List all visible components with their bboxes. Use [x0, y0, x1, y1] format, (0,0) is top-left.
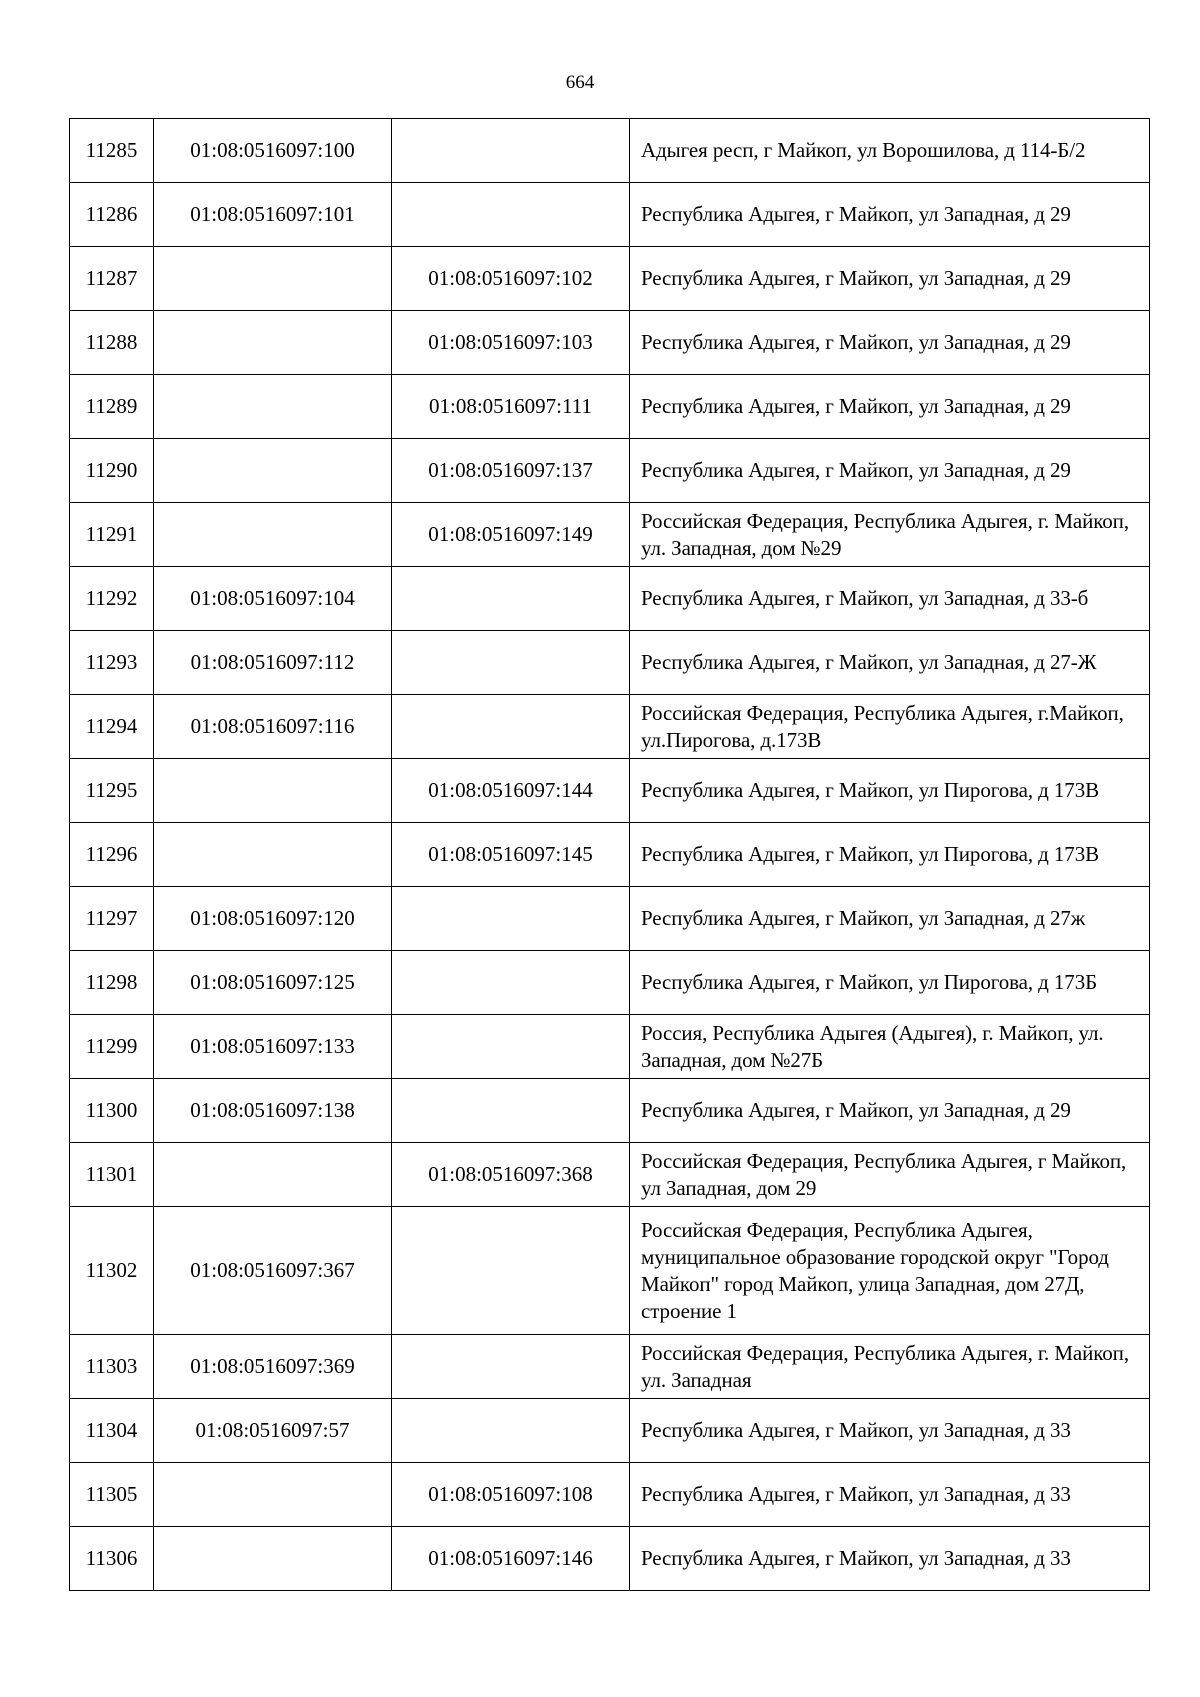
building-cadastral-number-cell: [392, 1207, 630, 1335]
row-number-cell: 11285: [70, 119, 154, 183]
table-row: [70, 247, 1150, 311]
row-number-cell: 11292: [70, 567, 154, 631]
address-cell: Республика Адыгея, г Майкоп, ул Западная, д 29: [630, 439, 1150, 503]
table-row: [70, 119, 1150, 183]
row-number-cell: 11286: [70, 183, 154, 247]
parcel-cadastral-number-cell: 01:08:0516097:100: [154, 119, 392, 183]
address-cell: Республика Адыгея, г Майкоп, ул Западная, д 29: [630, 375, 1150, 439]
row-number-cell: 11302: [70, 1207, 154, 1335]
row-number-cell: 11288: [70, 311, 154, 375]
building-cadastral-number-cell: 01:08:0516097:144: [392, 759, 630, 823]
table-row: [70, 1079, 1150, 1143]
table-row: [70, 951, 1150, 1015]
row-number-cell: 11291: [70, 503, 154, 567]
table-row: [70, 823, 1150, 887]
row-number-cell: 11293: [70, 631, 154, 695]
parcel-cadastral-number-cell: 01:08:0516097:367: [154, 1207, 392, 1335]
parcel-cadastral-number-cell: 01:08:0516097:101: [154, 183, 392, 247]
address-cell: Республика Адыгея, г Майкоп, ул Западная, д 29: [630, 247, 1150, 311]
table-row: [70, 1527, 1150, 1591]
parcel-cadastral-number-cell: [154, 823, 392, 887]
row-number-cell: 11300: [70, 1079, 154, 1143]
table-row: [70, 567, 1150, 631]
parcel-cadastral-number-cell: 01:08:0516097:133: [154, 1015, 392, 1079]
row-number-cell: 11294: [70, 695, 154, 759]
table-row: [70, 1335, 1150, 1399]
building-cadastral-number-cell: 01:08:0516097:149: [392, 503, 630, 567]
building-cadastral-number-cell: 01:08:0516097:108: [392, 1463, 630, 1527]
address-cell: Республика Адыгея, г Майкоп, ул Пирогова, д 173Б: [630, 951, 1150, 1015]
address-cell: Республика Адыгея, г Майкоп, ул Западная, д 27ж: [630, 887, 1150, 951]
building-cadastral-number-cell: 01:08:0516097:111: [392, 375, 630, 439]
row-number-cell: 11297: [70, 887, 154, 951]
address-cell: Адыгея респ, г Майкоп, ул Ворошилова, д 114-Б/2: [630, 119, 1150, 183]
row-number-cell: 11299: [70, 1015, 154, 1079]
table-row: [70, 759, 1150, 823]
parcel-cadastral-number-cell: 01:08:0516097:125: [154, 951, 392, 1015]
building-cadastral-number-cell: [392, 183, 630, 247]
registry-table-body: [70, 119, 1150, 1591]
address-cell: Республика Адыгея, г Майкоп, ул Западная, д 29: [630, 183, 1150, 247]
row-number-cell: 11303: [70, 1335, 154, 1399]
address-cell: Российская Федерация, Республика Адыгея, г.Майкоп, ул.Пирогова, д.173В: [630, 695, 1150, 759]
table-row: [70, 1207, 1150, 1335]
table-row: [70, 503, 1150, 567]
parcel-cadastral-number-cell: [154, 759, 392, 823]
table-row: [70, 375, 1150, 439]
parcel-cadastral-number-cell: 01:08:0516097:116: [154, 695, 392, 759]
parcel-cadastral-number-cell: [154, 375, 392, 439]
parcel-cadastral-number-cell: [154, 1463, 392, 1527]
address-cell: Республика Адыгея, г Майкоп, ул Пирогова, д 173В: [630, 823, 1150, 887]
row-number-cell: 11301: [70, 1143, 154, 1207]
parcel-cadastral-number-cell: 01:08:0516097:104: [154, 567, 392, 631]
building-cadastral-number-cell: [392, 119, 630, 183]
parcel-cadastral-number-cell: 01:08:0516097:369: [154, 1335, 392, 1399]
parcel-cadastral-number-cell: 01:08:0516097:138: [154, 1079, 392, 1143]
parcel-cadastral-number-cell: [154, 247, 392, 311]
row-number-cell: 11298: [70, 951, 154, 1015]
parcel-cadastral-number-cell: 01:08:0516097:120: [154, 887, 392, 951]
table-row: [70, 631, 1150, 695]
address-cell: Республика Адыгея, г Майкоп, ул Пирогова, д 173В: [630, 759, 1150, 823]
building-cadastral-number-cell: [392, 887, 630, 951]
row-number-cell: 11290: [70, 439, 154, 503]
table-row: [70, 695, 1150, 759]
table-row: [70, 887, 1150, 951]
page-number: 664: [565, 72, 595, 93]
parcel-cadastral-number-cell: 01:08:0516097:112: [154, 631, 392, 695]
building-cadastral-number-cell: [392, 567, 630, 631]
parcel-cadastral-number-cell: [154, 439, 392, 503]
registry-table: [69, 118, 1150, 1591]
row-number-cell: 11306: [70, 1527, 154, 1591]
row-number-cell: 11296: [70, 823, 154, 887]
table-row: [70, 1463, 1150, 1527]
building-cadastral-number-cell: [392, 631, 630, 695]
address-cell: Российская Федерация, Республика Адыгея, г. Майкоп, ул. Западная: [630, 1335, 1150, 1399]
building-cadastral-number-cell: [392, 1399, 630, 1463]
table-row: [70, 183, 1150, 247]
address-cell: Россия, Республика Адыгея (Адыгея), г. Майкоп, ул. Западная, дом №27Б: [630, 1015, 1150, 1079]
address-cell: Республика Адыгея, г Майкоп, ул Западная, д 29: [630, 311, 1150, 375]
address-cell: Российская Федерация, Республика Адыгея, муниципальное образование городской округ "Город Майкоп" город Майкоп, улица Западная, дом 27Д, строение 1: [630, 1207, 1150, 1335]
address-cell: Республика Адыгея, г Майкоп, ул Западная, д 33: [630, 1527, 1150, 1591]
table-row: [70, 439, 1150, 503]
building-cadastral-number-cell: 01:08:0516097:368: [392, 1143, 630, 1207]
building-cadastral-number-cell: [392, 951, 630, 1015]
building-cadastral-number-cell: [392, 1335, 630, 1399]
address-cell: Республика Адыгея, г Майкоп, ул Западная, д 33-б: [630, 567, 1150, 631]
row-number-cell: 11295: [70, 759, 154, 823]
address-cell: Российская Федерация, Республика Адыгея, г Майкоп, ул Западная, дом 29: [630, 1143, 1150, 1207]
table-row: [70, 1143, 1150, 1207]
building-cadastral-number-cell: [392, 695, 630, 759]
parcel-cadastral-number-cell: 01:08:0516097:57: [154, 1399, 392, 1463]
address-cell: Республика Адыгея, г Майкоп, ул Западная, д 29: [630, 1079, 1150, 1143]
building-cadastral-number-cell: 01:08:0516097:137: [392, 439, 630, 503]
table-row: [70, 1015, 1150, 1079]
parcel-cadastral-number-cell: [154, 311, 392, 375]
building-cadastral-number-cell: 01:08:0516097:102: [392, 247, 630, 311]
row-number-cell: 11304: [70, 1399, 154, 1463]
row-number-cell: 11289: [70, 375, 154, 439]
address-cell: Республика Адыгея, г Майкоп, ул Западная, д 27-Ж: [630, 631, 1150, 695]
address-cell: Республика Адыгея, г Майкоп, ул Западная, д 33: [630, 1399, 1150, 1463]
table-row: [70, 311, 1150, 375]
table-row: [70, 1399, 1150, 1463]
building-cadastral-number-cell: 01:08:0516097:103: [392, 311, 630, 375]
parcel-cadastral-number-cell: [154, 503, 392, 567]
building-cadastral-number-cell: [392, 1079, 630, 1143]
address-cell: Российская Федерация, Республика Адыгея, г. Майкоп, ул. Западная, дом №29: [630, 503, 1150, 567]
row-number-cell: 11287: [70, 247, 154, 311]
parcel-cadastral-number-cell: [154, 1527, 392, 1591]
building-cadastral-number-cell: 01:08:0516097:145: [392, 823, 630, 887]
building-cadastral-number-cell: 01:08:0516097:146: [392, 1527, 630, 1591]
parcel-cadastral-number-cell: [154, 1143, 392, 1207]
building-cadastral-number-cell: [392, 1015, 630, 1079]
row-number-cell: 11305: [70, 1463, 154, 1527]
address-cell: Республика Адыгея, г Майкоп, ул Западная, д 33: [630, 1463, 1150, 1527]
